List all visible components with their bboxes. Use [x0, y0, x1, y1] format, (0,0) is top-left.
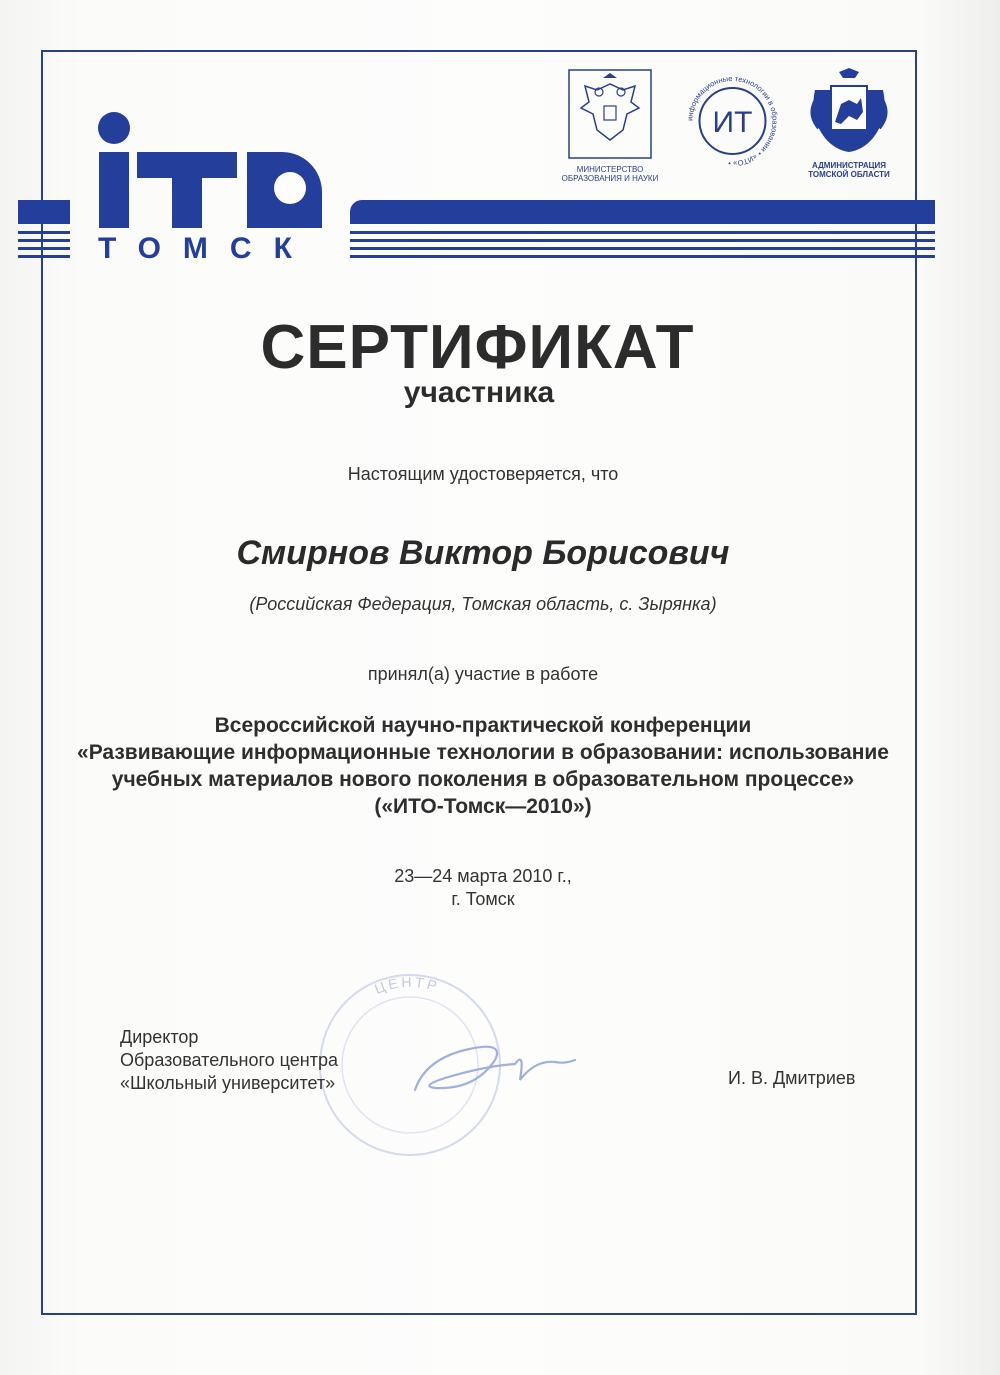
recipient-location: (Российская Федерация, Томская область, с. Зырянка) — [249, 594, 717, 614]
intro-text: Настоящим удостоверяется, что — [347, 464, 619, 484]
director-signature — [405, 1020, 585, 1110]
ito-circle-emblem — [685, 70, 780, 177]
director-line-3: «Школьный университет» — [120, 1073, 336, 1093]
tomsk-administration-emblem — [803, 68, 895, 179]
svg-text:ЦЕНТР — [372, 974, 441, 997]
ito-center-text: ИТ — [712, 106, 753, 139]
conference-line-2: «Развивающие информационные технологии в образовании: использование — [77, 741, 889, 764]
conference-line-4: («ИТО-Томск—2010») — [374, 795, 592, 818]
ito-tomsk-logo — [92, 110, 332, 265]
director-line-1: Директор — [120, 1027, 199, 1047]
left-stripe-band — [18, 200, 70, 262]
participation-text: принял(а) участие в работе — [367, 664, 599, 684]
tomsk-caption-line2: ТОМСКОЙ ОБЛАСТИ — [808, 170, 890, 179]
stamp-text: ЦЕНТР — [372, 973, 442, 997]
ministry-emblem — [560, 68, 660, 183]
ito-circle-logo-icon — [685, 70, 780, 172]
ito-ring-text: информационные технологии в образовании • «ИТО» • — [685, 73, 780, 169]
event-date: 23—24 марта 2010 г., — [394, 866, 572, 886]
certificate-subtitle: участника — [403, 376, 555, 409]
director-title-block — [120, 1026, 338, 1095]
conference-title — [0, 712, 966, 820]
signatory-name: И. В. Дмитриев — [728, 1068, 856, 1088]
tomsk-caption-line1: АДМИНИСТРАЦИЯ — [812, 161, 886, 170]
certificate-title: СЕРТИФИКАТ — [260, 313, 695, 382]
ministry-caption-line2: ОБРАЗОВАНИЯ И НАУКИ — [561, 174, 659, 183]
conference-line-1: Всероссийской научно-практической конференции — [214, 714, 752, 737]
tomsk-region-coat-of-arms-icon — [805, 68, 893, 156]
right-stripe-band — [350, 200, 935, 262]
conference-line-3: учебных материалов нового поколения в образовательном процессе» — [111, 768, 855, 791]
ministry-caption-line1: МИНИСТЕРСТВО — [576, 165, 644, 174]
russian-coat-of-arms-icon — [567, 68, 653, 160]
logo-word-tomsk: ТОМСК — [98, 232, 314, 265]
recipient-name: Смирнов Виктор Борисович — [236, 534, 730, 572]
director-line-2: Образовательного центра — [120, 1050, 338, 1070]
event-date-place — [0, 865, 966, 911]
event-city: г. Томск — [451, 889, 515, 909]
ito-logo-icon — [92, 110, 332, 230]
